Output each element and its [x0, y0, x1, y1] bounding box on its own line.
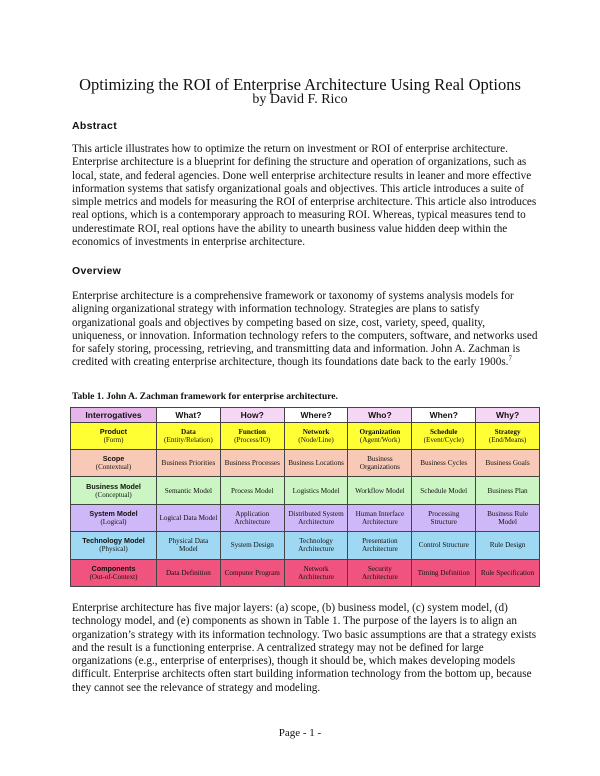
table-row	[71, 532, 540, 559]
row-header	[71, 504, 157, 531]
cell-text: Business Plan	[487, 486, 528, 495]
table-cell	[476, 449, 540, 476]
cell-text: Business Rule Model	[487, 509, 529, 526]
cell-text: Network Architecture	[298, 564, 335, 581]
table-cell	[157, 504, 221, 531]
table-cell	[476, 532, 540, 559]
table-row	[71, 449, 540, 476]
column-header: Where?	[284, 408, 348, 423]
abstract-heading: Abstract	[72, 120, 117, 132]
table-cell	[412, 532, 476, 559]
cell-text: Network	[302, 427, 330, 436]
column-header: What?	[157, 408, 221, 423]
table-cell	[284, 532, 348, 559]
table-cell	[348, 504, 412, 531]
interrogatives-header: Interrogatives	[71, 408, 157, 423]
overview-text: Enterprise architecture is a comprehensive framework or taxonomy of systems analysis models for aligning organizational strategy with information technology. Strategies are plans to satisfy organizational goals and objectives by competing based on size, cost, variety, speed, quality, uniqueness, or innovation. Information technology refers to the computers, software, and networks used for safely storing, processing, retrieving, and transmitting data and information. John A. Zachman is credited with creating enterprise architecture, though its foundations date back to the early 1900s.	[72, 290, 538, 369]
table-cell	[348, 422, 412, 449]
cell-text: Rule Specification	[480, 568, 535, 577]
cell-subtext: (Entity/Relation)	[164, 435, 213, 444]
row-header	[71, 477, 157, 504]
cell-text: Semantic Model	[164, 486, 213, 495]
row-label: System Model	[89, 508, 138, 518]
table-cell	[157, 422, 221, 449]
table-cell	[284, 504, 348, 531]
table-cell	[220, 477, 284, 504]
row-header	[71, 449, 157, 476]
row-header	[71, 422, 157, 449]
cell-text: Presentation Architecture	[361, 537, 398, 554]
zachman-table	[70, 407, 540, 587]
table-cell	[157, 477, 221, 504]
table-cell	[348, 477, 412, 504]
row-sublabel: (Logical)	[100, 517, 127, 526]
cell-text: Security Architecture	[361, 564, 398, 581]
table-row	[71, 504, 540, 531]
table-cell	[220, 422, 284, 449]
cell-text: Organization	[359, 427, 401, 436]
cell-text: Processing Structure	[428, 509, 460, 526]
row-label: Technology Model	[82, 536, 145, 546]
table-cell	[284, 449, 348, 476]
column-header: Why?	[476, 408, 540, 423]
table-cell	[412, 477, 476, 504]
table-cell	[284, 477, 348, 504]
cell-text: Strategy	[494, 427, 521, 436]
row-label: Scope	[102, 454, 125, 464]
row-header	[71, 532, 157, 559]
cell-text: Business Locations	[288, 459, 344, 468]
table-cell	[220, 532, 284, 559]
overview-paragraph	[72, 290, 540, 370]
table-cell	[157, 449, 221, 476]
row-sublabel: (Conceptual)	[95, 490, 132, 499]
table-cell	[476, 477, 540, 504]
column-header: How?	[220, 408, 284, 423]
cell-text: Data Definition	[165, 568, 211, 577]
cell-text: Distributed System Architecture	[288, 509, 344, 526]
table-row	[71, 477, 540, 504]
table-cell	[412, 449, 476, 476]
cell-text: Rule Design	[489, 541, 526, 550]
cell-text: Technology Architecture	[298, 537, 335, 554]
table-cell	[157, 559, 221, 586]
row-label: Components	[91, 563, 136, 573]
cell-text: Business Goals	[485, 459, 530, 468]
table-cell	[348, 559, 412, 586]
table-cell	[284, 559, 348, 586]
cell-subtext: (Node/Line)	[298, 435, 334, 444]
cell-text: Logistics Model	[292, 486, 340, 495]
table-cell	[220, 559, 284, 586]
cell-text: Application Architecture	[234, 509, 271, 526]
table-cell	[348, 532, 412, 559]
cell-subtext: (Agent/Work)	[359, 435, 400, 444]
cell-text: Workflow Model	[355, 486, 405, 495]
cell-text: Function	[238, 427, 267, 436]
cell-text: Business Organizations	[359, 455, 400, 472]
table-cell	[220, 504, 284, 531]
row-sublabel: (Form)	[103, 435, 124, 444]
row-label: Business Model	[86, 481, 141, 491]
table-row	[71, 559, 540, 586]
page-footer: Page - 1 -	[278, 727, 322, 739]
table-cell	[157, 532, 221, 559]
table-cell	[348, 449, 412, 476]
overview-heading: Overview	[72, 265, 122, 277]
table-cell	[284, 422, 348, 449]
table-cell	[476, 422, 540, 449]
column-header: When?	[412, 408, 476, 423]
abstract-paragraph: This article illustrates how to optimize the return on investment or ROI of enterprise architecture. Enterprise architecture is a blueprint for defining the structure and operation of organizations, such as local, state, and federal agencies. Done well enterprise architecture results in leaner and more effective information systems that satisfy organizational goals and objectives. This article introduces a suite of simple metrics and models for measuring the ROI of enterprise architecture. This article also introduces real options, which is a contemporary approach to measuring ROI. Whereas, typical measures tend to underestimate ROI, real options have the ability to unearth business value hidden deep within the economics of investments in enterprise architecture.	[72, 143, 537, 249]
row-sublabel: (Contextual)	[95, 463, 132, 472]
document-author: by David F. Rico	[252, 92, 348, 107]
table-cell	[220, 449, 284, 476]
table-cell	[476, 559, 540, 586]
cell-subtext: (Process/IO)	[234, 435, 271, 444]
table-caption: Table 1. John A. Zachman framework for enterprise architecture.	[72, 392, 338, 402]
cell-text: Business Cycles	[420, 459, 468, 468]
cell-text: Computer Program	[224, 568, 280, 577]
table-cell	[412, 422, 476, 449]
table-cell	[476, 504, 540, 531]
table-row	[71, 422, 540, 449]
cell-text: Business Processes	[224, 459, 280, 468]
cell-text: Timing Definition	[417, 568, 470, 577]
row-label: Product	[99, 426, 128, 436]
cell-text: Logical Data Model	[159, 513, 218, 522]
cell-text: Schedule Model	[420, 486, 468, 495]
cell-text: Schedule	[429, 427, 458, 436]
cell-text: System Design	[230, 541, 274, 550]
footnote-marker: 7	[508, 354, 512, 363]
cell-text: Business Priorities	[161, 459, 216, 468]
table-cell	[412, 504, 476, 531]
table-cell	[412, 559, 476, 586]
column-header: Who?	[348, 408, 412, 423]
row-header	[71, 559, 157, 586]
layers-paragraph: Enterprise architecture has five major layers: (a) scope, (b) business model, (c) system model, (d) technology model, and (e) components as shown in Table 1. The purpose of the layers is to align an organization’s strategy with its information technology. Two basic assumptions are that a strategy exists and the result is a functioning enterprise. A centralized strategy may not be defined for large organizations (e.g., enterprise of enterprises), though it should be, which makes developing models difficult. Enterprise architects often start building information technology from the bottom up, because they cannot see the relevance of strategy and modeling.	[72, 602, 537, 694]
cell-subtext: (End/Means)	[488, 435, 527, 444]
row-sublabel: (Out-of-Context)	[89, 572, 138, 581]
cell-text: Human Interface Architecture	[355, 509, 405, 526]
cell-text: Control Structure	[418, 541, 469, 550]
cell-text: Physical Data Model	[168, 537, 209, 554]
cell-subtext: (Event/Cycle)	[423, 435, 464, 444]
table-header-row	[71, 408, 540, 423]
row-sublabel: (Physical)	[99, 545, 128, 554]
cell-text: Data	[181, 427, 196, 436]
document-title: Optimizing the ROI of Enterprise Architecture Using Real Options	[79, 75, 521, 94]
cell-text: Process Model	[230, 486, 274, 495]
